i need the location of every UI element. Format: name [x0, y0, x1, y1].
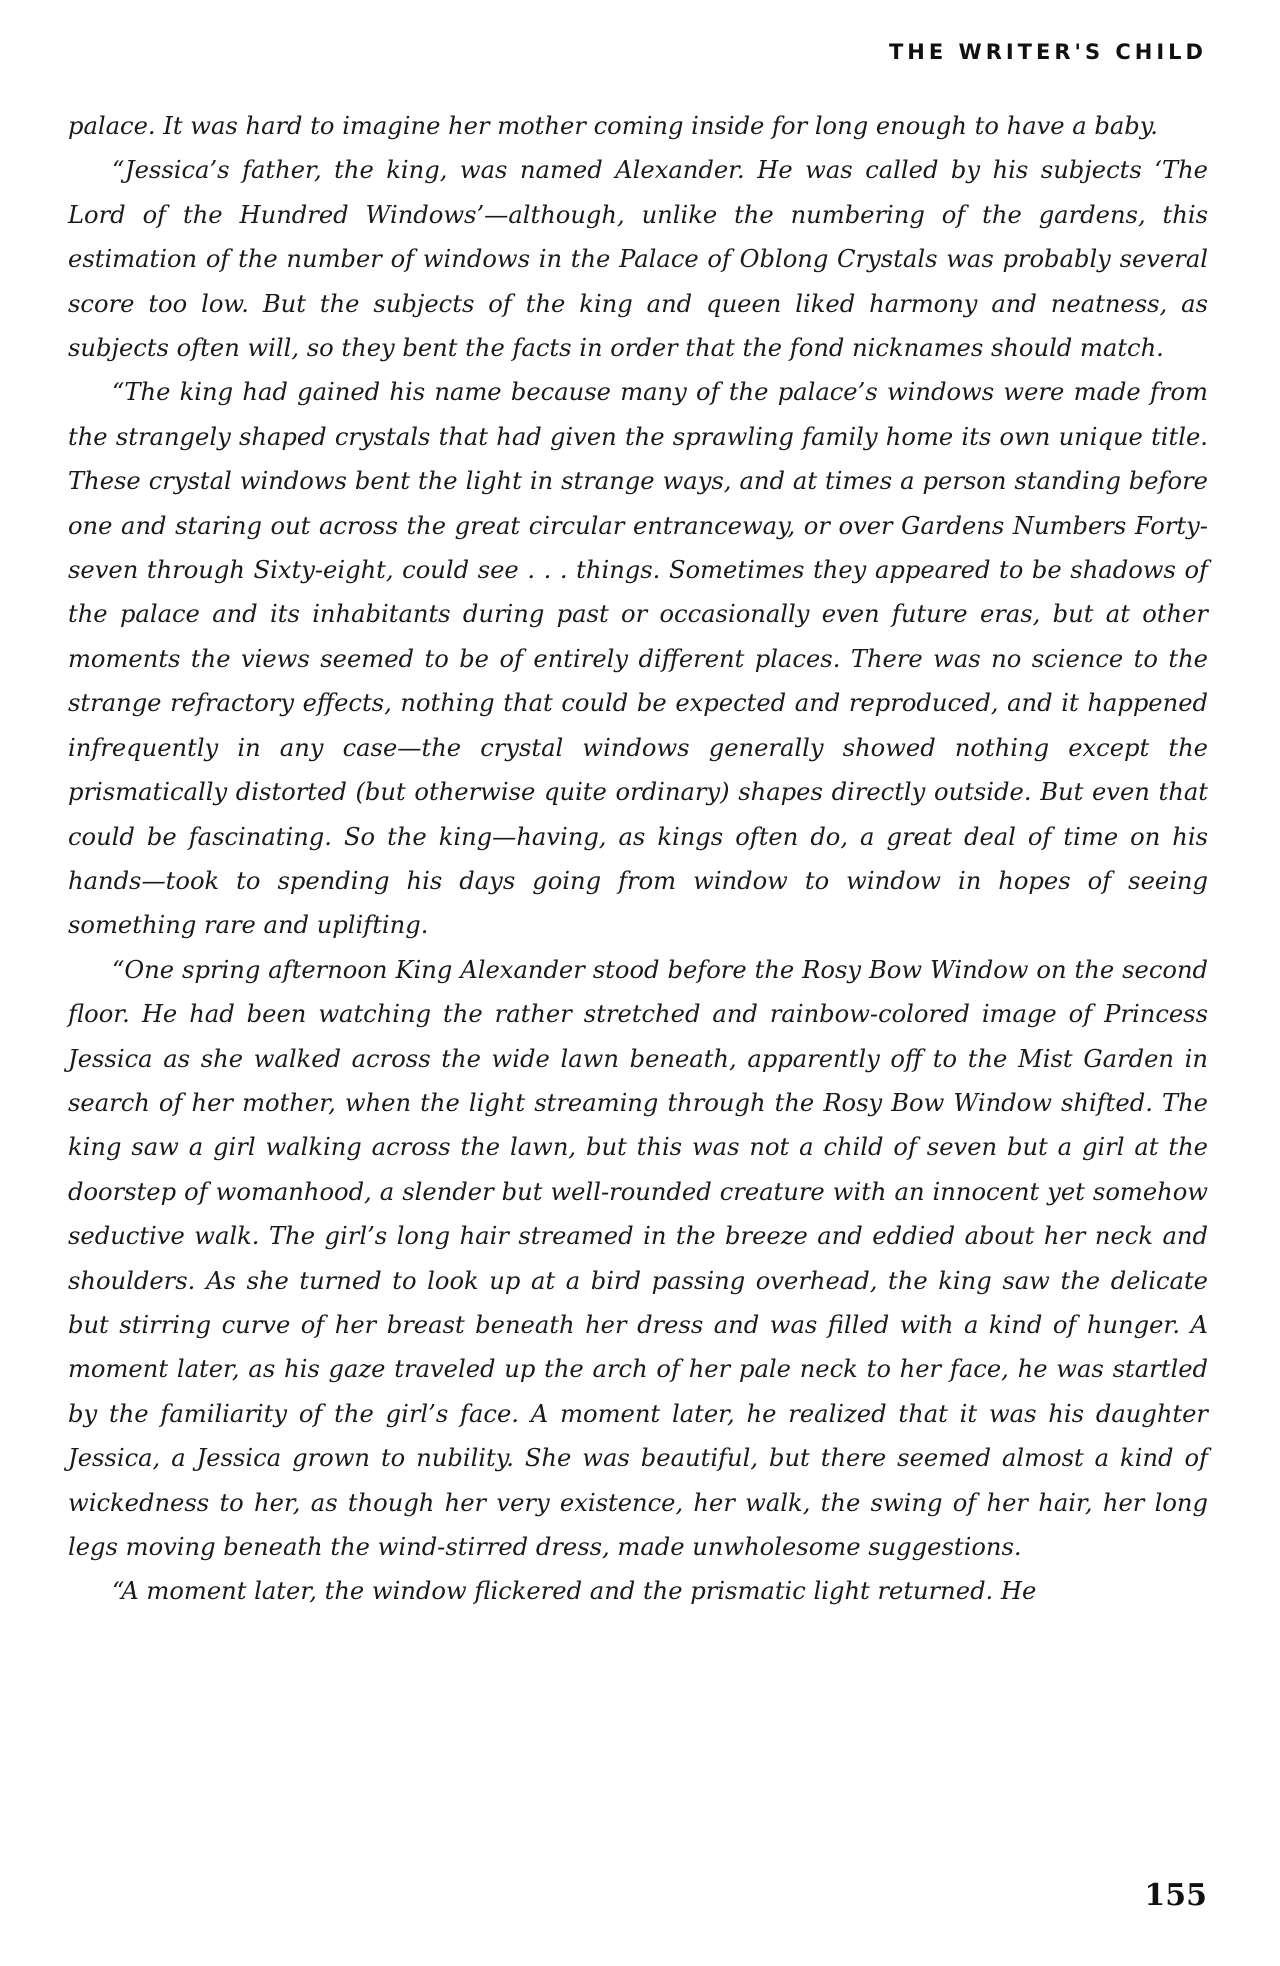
- body-text: [68, 104, 1208, 1614]
- paragraph: “The king had gained his name because many of the palace’s windows were made from the strangely shaped crystals that had given the sprawling family home its own unique title. These crystal windows bent the light in strange ways, and at times a person standing before one and staring out across the great circular entranceway, or over Gardens Numbers Forty-seven through Sixty-eight, could see . . . things. Sometimes they appeared to be shadows of the palace and its inhabitants during past or occasionally even future eras, but at other moments the views seemed to be of entirely different places. There was no science to the strange refractory effects, nothing that could be expected and reproduced, and it happened infrequently in any case—the crystal windows generally showed nothing except the prismatically distorted (but otherwise quite ordinary) shapes directly outside. But even that could be fascinating. So the king—having, as kings often do, a great deal of time on his hands—took to spending his days going from window to window in hopes of seeing something rare and uplifting.: [68, 378, 1208, 940]
- paragraph: “A moment later, the window flickered and the prismatic light returned. He: [112, 1577, 1037, 1606]
- paragraph: palace. It was hard to imagine her mother coming inside for long enough to have a baby.: [68, 112, 1158, 140]
- paragraph: “Jessica’s father, the king, was named Alexander. He was called by his subjects ‘The Lord of the Hundred Windows’—although, unlike the numbering of the gardens, this estimation of the number of windows in the Palace of Oblong Crystals was probably several score too low. But the subjects of the king and queen liked harmony and neatness, as subjects often will, so they bent the facts in order that the fond nicknames should match.: [68, 156, 1208, 363]
- paragraph: “One spring afternoon King Alexander stood before the Rosy Bow Window on the second floor. He had been watching the rather stretched and rainbow-colored image of Princess Jessica as she walked across the wide lawn beneath, apparently off to the Mist Garden in search of her mother, when the light streaming through the Rosy Bow Window shifted. The king saw a girl walking across the lawn, but this was not a child of seven but a girl at the doorstep of womanhood, a slender but well-rounded creature with an innocent yet somehow seductive walk. The girl’s long hair streamed in the breeze and eddied about her neck and shoulders. As she turned to look up at a bird passing overhead, the king saw the delicate but stirring curve of her breast beneath her dress and was filled with a kind of hunger. A moment later, as his gaze traveled up the arch of her pale neck to her face, he was startled by the familiarity of the girl’s face. A moment later, he realized that it was his daughter Jessica, a Jessica grown to nubility. She was beautiful, but there seemed almost a kind of wickedness to her, as though her very existence, her walk, the swing of her hair, her long legs moving beneath the wind-stirred dress, made unwholesome suggestions.: [68, 955, 1208, 1561]
- page-number: 155: [1144, 1878, 1207, 1913]
- running-head: THE WRITER'S CHILD: [888, 40, 1207, 64]
